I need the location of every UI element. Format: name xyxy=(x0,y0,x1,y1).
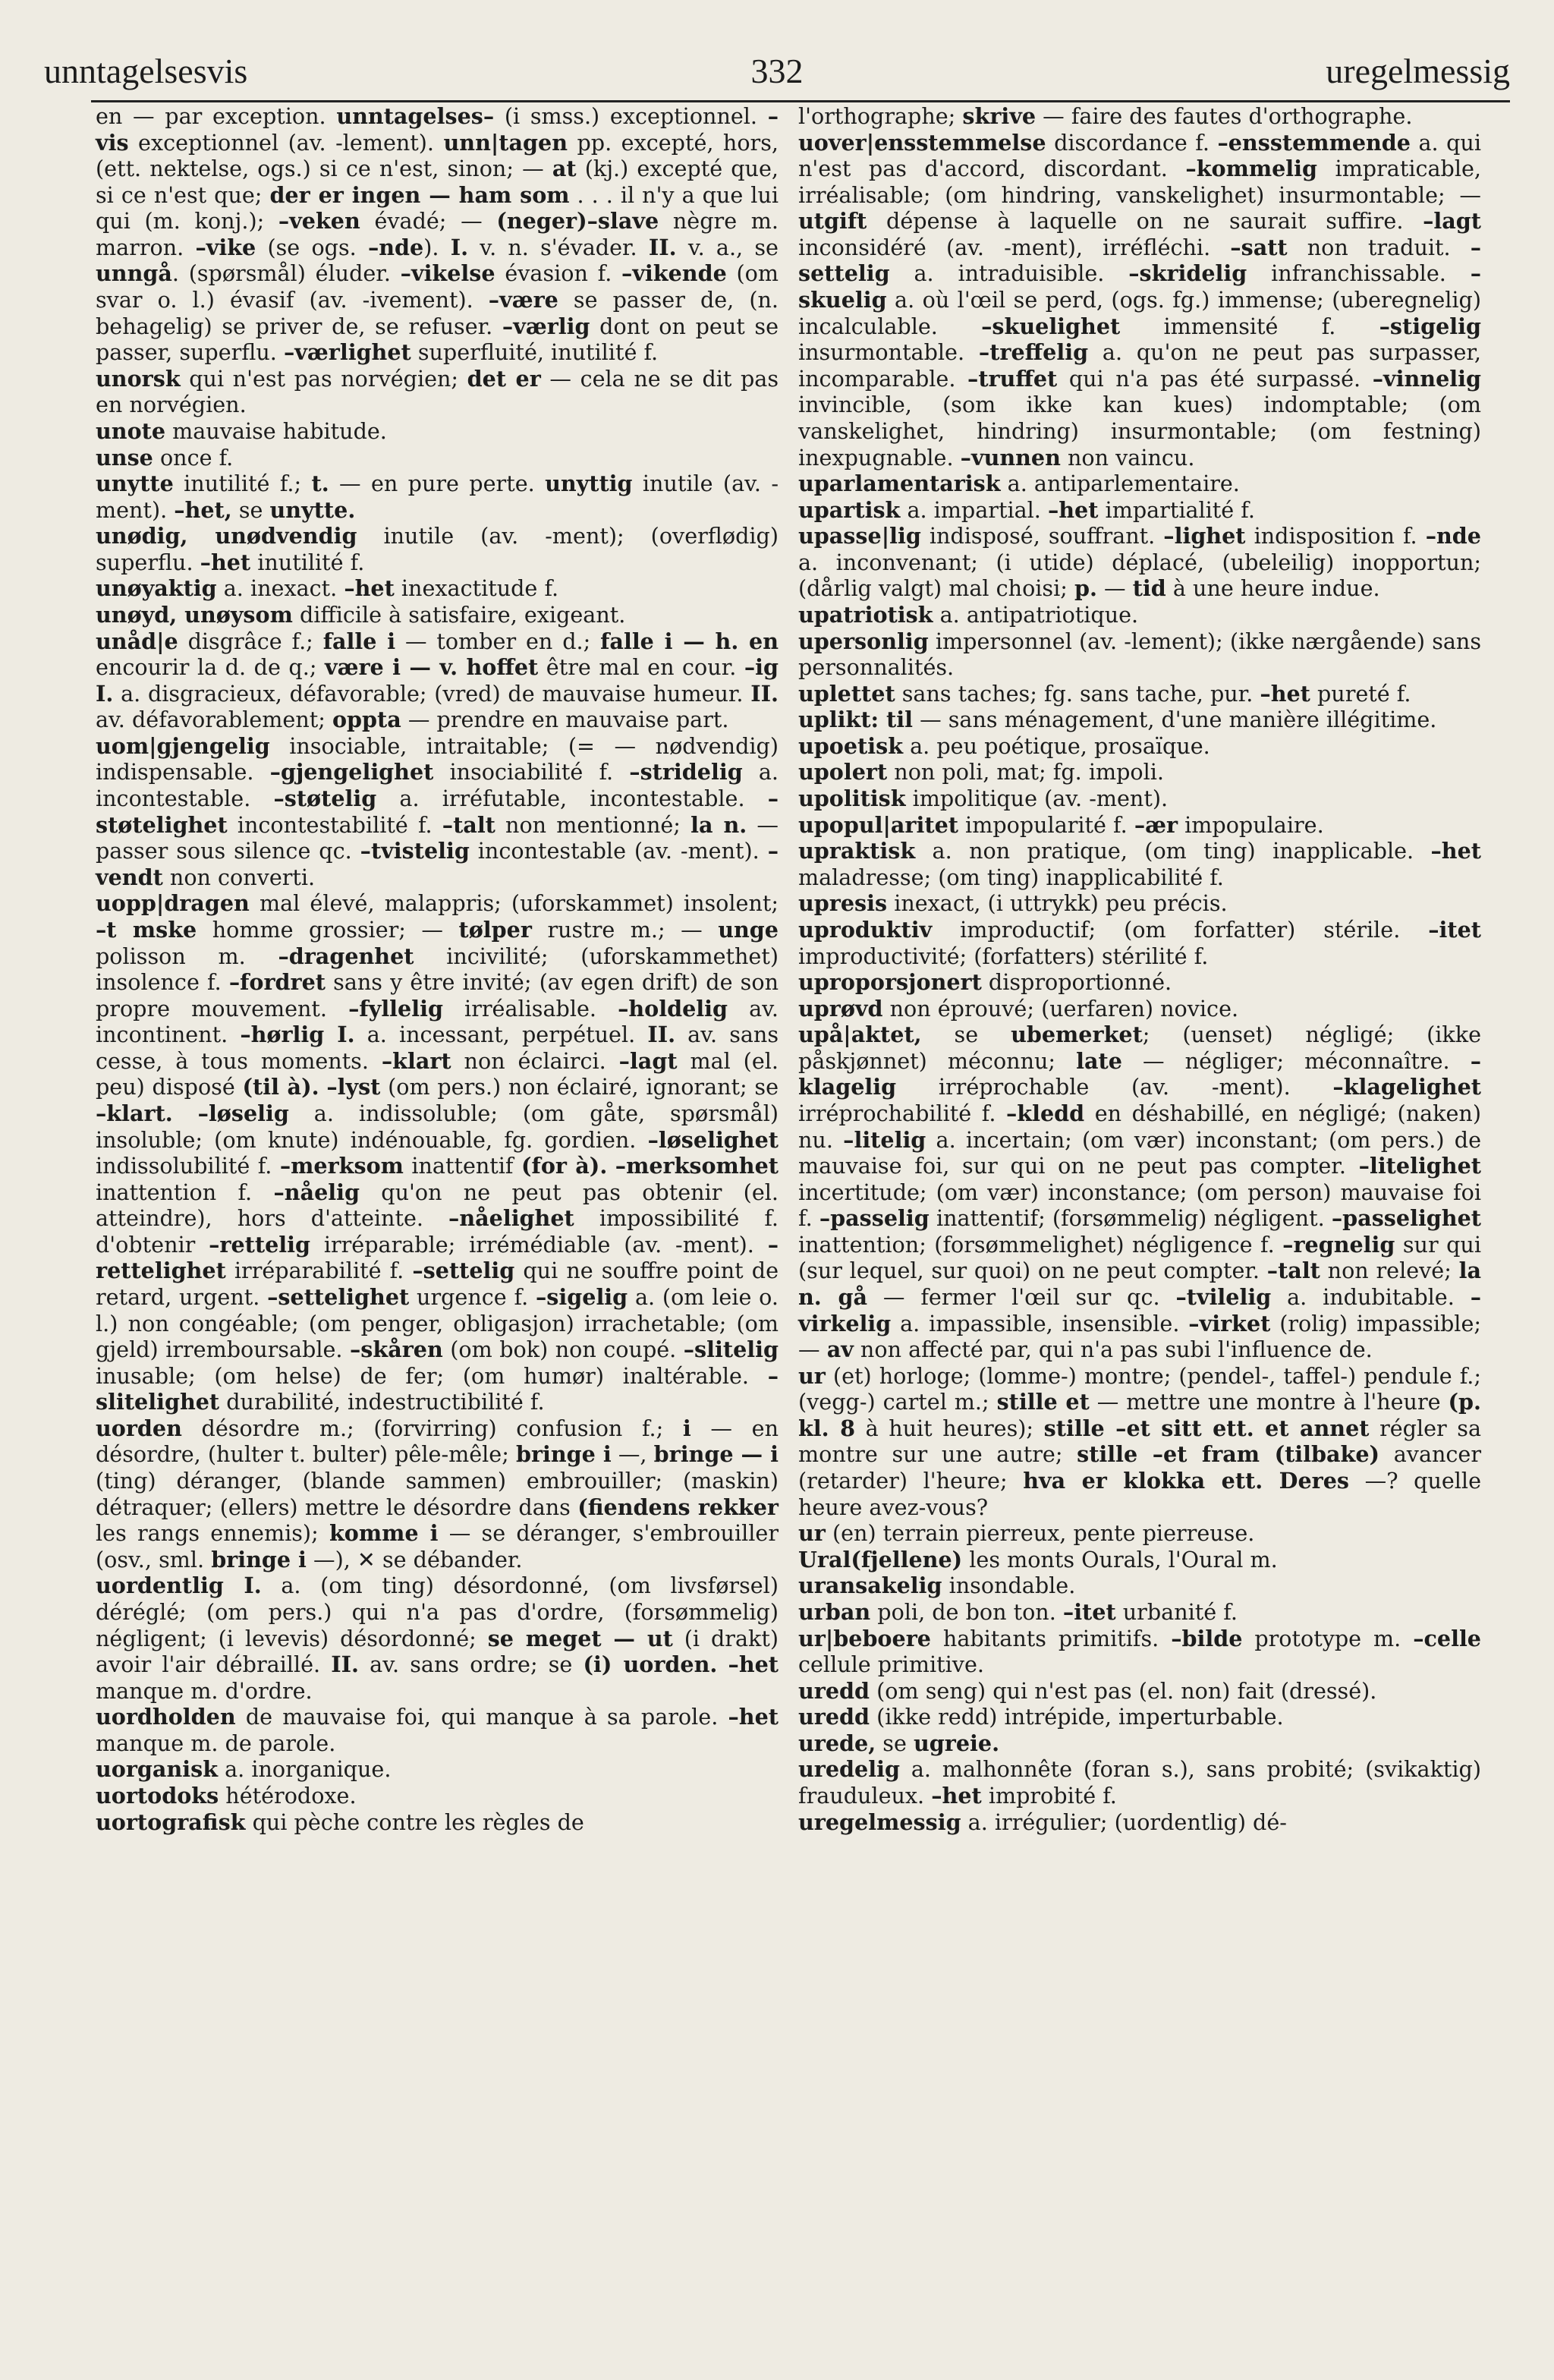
page-header xyxy=(44,47,1510,96)
page-number: 332 xyxy=(750,52,804,90)
dictionary-entry: unote mauvaise habitude. xyxy=(96,417,387,444)
dictionary-entry: upasse|lig indisposé, souffrant. –lighet indisposition f. –nde a. inconvenant; (i utide) déplacé, (ubeleilig) inopportun; (dårlig valgt) mal choisi; p. — tid à une heure indue. xyxy=(798,523,1481,602)
dictionary-entry: uorden désordre m.; (forvirring) confusion f.; i — en désordre, (hulter t. bulter) pêle-mêle; bringe i —, bringe — i (ting) déranger, (blande sammen) embrouiller; (maskin) détraquer; (ellers) mettre le désordre dans (fiendens rekker les rangs ennemis); komme i — se déranger, s'embrouiller (osv., sml. bringe i —), ✕ se débander. xyxy=(96,1415,779,1572)
dictionary-entry: unytte inutilité f.; t. — en pure perte. unyttig inutile (av. -ment). –het, se unytte. xyxy=(96,471,779,523)
dictionary-entry: upolitisk impolitique (av. -ment). xyxy=(798,785,1169,812)
dictionary-entry: uprøvd non éprouvé; (uerfaren) novice. xyxy=(798,995,1239,1022)
right-column xyxy=(798,103,1481,1835)
dictionary-entry: unorsk qui n'est pas norvégien; det er — cela ne se dit pas en norvégien. xyxy=(96,365,779,418)
dictionary-entry: uredd (om seng) qui n'est pas (el. non) fait (dressé). xyxy=(798,1677,1377,1704)
dictionary-entry: upersonlig impersonnel (av. -lement); (ikke nærgående) sans personnalités. xyxy=(798,628,1481,681)
dictionary-entry: unøyd, unøysom difficile à satisfaire, exigeant. xyxy=(96,601,626,628)
dictionary-entry: unødig, unødvendig inutile (av. -ment); (overflødig) superflu. –het inutilité f. xyxy=(96,523,779,575)
dictionary-entry: Ural(fjellene) les monts Ourals, l'Oural m. xyxy=(798,1546,1278,1572)
dictionary-entry: uparlamentarisk a. antiparlementaire. xyxy=(798,471,1240,497)
dictionary-entry: uordentlig I. a. (om ting) désordonné, (om livsførsel) déréglé; (om pers.) qui n'a pas d'ordre, (forsømmelig) négligent; (i levevis) désordonné; se meget — ut (i drakt) avoir l'air débraillé. II. av. sans ordre; se (i) uorden. –het manque m. d'ordre. xyxy=(96,1572,779,1704)
left-column xyxy=(96,103,779,1835)
header-rule xyxy=(91,100,1510,102)
dictionary-entry: upopul|aritet impopularité f. –ær impopulaire. xyxy=(798,811,1324,838)
dictionary-entry: upatriotisk a. antipatriotique. xyxy=(798,601,1139,628)
dictionary-entry: unse once f. xyxy=(96,444,234,471)
dictionary-entry: upå|aktet, se ubemerket; (uenset) négligé; (ikke påskjønnet) méconnu; late — négliger; méconnaître. –klagelig irréprochable (av. -ment). –klagelighet irréprochabilité f. –kledd en déshabillé, en négligé; (naken) nu. –litelig a. incertain; (om vær) inconstant; (om pers.) de mauvaise foi, sur qui on ne peut pas compter. –litelighet incertitude; (om vær) inconstance; (om person) mauvaise foi f. –passelig inattentif; (forsømmelig) négligent. –passelighet inattention; (forsømmelighet) négligence f. –regnelig sur qui (sur lequel, sur quoi) on ne peut compter. –talt non relevé; la n. gå — fermer l'œil sur qc. –tvilelig a. indubitable. –virkelig a. impassible, insensible. –virket (rolig) impassible; — av non affecté par, qui n'a pas subi l'influence de. xyxy=(798,1022,1482,1363)
dictionary-entry: en — par exception. unntagelses– (i smss.) exceptionnel. –vis exceptionnel (av. -lement). unn|tagen pp. excepté, hors, (ett. nektelse, ogs.) si ce n'est, sinon; — at (kj.) excepté que, si ce n'est que; der er ingen — ham som . . . il n'y a que lui qui (m. konj.); –veken évadé; — (neger)–slave nègre m. marron. –vike (se ogs. –nde). I. v. n. s'évader. II. v. a., se unngå. (spørsmål) éluder. –vikelse évasion f. –vikende (om svar o. l.) évasif (av. -ivement). –være se passer de, (n. behagelig) se priver de, se refuser. –værlig dont on peut se passer, superflu. –værlighet superfluité, inutilité f. xyxy=(96,103,779,366)
dictionary-entry: upolert non poli, mat; fg. impoli. xyxy=(798,759,1164,785)
dictionary-entry: ur|beboere habitants primitifs. –bilde prototype m. –celle cellule primitive. xyxy=(798,1625,1482,1678)
dictionary-entry: uom|gjengelig insociable, intraitable; (= — nødvendig) indispensable. –gjengelighet insociabilité f. –stridelig a. incontestable. –støtelig a. irréfutable, incontestable. –støtelighet incontestabilité f. –talt non mentionné; la n. — passer sous silence qc. –tvistelig incontestable (av. -ment). –vendt non converti. xyxy=(96,732,779,890)
dictionary-entry: uortodoks hétérodoxe. xyxy=(96,1783,357,1809)
guide-word-left: unntagelsesvis xyxy=(44,52,248,90)
dictionary-entry: upraktisk a. non pratique, (om ting) inapplicable. –het maladresse; (om ting) inapplicabilité f. xyxy=(798,838,1481,890)
dictionary-entry: uredelig a. malhonnête (foran s.), sans probité; (svikaktig) frauduleux. –het improbité f. xyxy=(798,1756,1481,1809)
dictionary-entry: uorganisk a. inorganique. xyxy=(96,1756,392,1783)
dictionary-entry: uregelmessig a. irrégulier; (uordentlig) dé- xyxy=(798,1809,1287,1835)
dictionary-entry: uproporsjonert disproportionné. xyxy=(798,969,1172,996)
dictionary-entry: uplikt: til — sans ménagement, d'une manière illégitime. xyxy=(798,707,1437,733)
dictionary-entry: unøyaktig a. inexact. –het inexactitude f. xyxy=(96,575,559,602)
dictionary-entry: upartisk a. impartial. –het impartialité f. xyxy=(798,496,1255,523)
dictionary-entry: ur (et) horloge; (lomme-) montre; (pendel-, taffel-) pendule f.; (vegg-) cartel m.; stille et — mettre une montre à l'heure (p. kl. 8 à huit heures); stille –et sitt ett. et annet régler sa montre sur une autre; stille –et fram (tilbake) avancer (retarder) l'heure; hva er klokka ett. Deres —? quelle heure avez-vous? xyxy=(798,1362,1482,1520)
dictionary-entry: l'orthographe; skrive — faire des fautes d'orthographe. xyxy=(798,103,1413,129)
dictionary-entry: ur (en) terrain pierreux, pente pierreuse. xyxy=(798,1520,1255,1547)
dictionary-entry: uortografisk qui pèche contre les règles de xyxy=(96,1809,584,1835)
dictionary-entry: upresis inexact, (i uttrykk) peu précis. xyxy=(798,890,1228,917)
dictionary-entry: uplettet sans taches; fg. sans tache, pur. –het pureté f. xyxy=(798,680,1411,707)
guide-word-right: uregelmessig xyxy=(1326,52,1510,90)
dictionary-entry: upoetisk a. peu poétique, prosaïque. xyxy=(798,732,1210,759)
dictionary-entry: urban poli, de bon ton. –itet urbanité f. xyxy=(798,1598,1238,1625)
dictionary-entry: unåd|e disgrâce f.; falle i — tomber en d.; falle i — h. en encourir la d. de q.; være i — v. hoffet être mal en cour. –ig I. a. disgracieux, défavorable; (vred) de mauvaise humeur. II. av. défavorablement; oppta — prendre en mauvaise part. xyxy=(96,628,779,733)
dictionary-entry: uover|ensstemmelse discordance f. –ensstemmende a. qui n'est pas d'accord, discordant. –kommelig impraticable, irréalisable; (om hindring, vanskelighet) insurmontable; — utgift dépense à laquelle on ne saurait suffire. –lagt inconsidéré (av. -ment), irréfléchi. –satt non traduit. –settelig a. intraduisible. –skridelig infranchissable. –skuelig a. où l'œil se perd, (ogs. fg.) immense; (uberegnelig) incalculable. –skuelighet immensité f. –stigelig insurmontable. –treffelig a. qu'on ne peut pas surpasser, incomparable. –truffet qui n'a pas été surpassé. –vinnelig invincible, (som ikke kan kues) indomptable; (om vanskelighet, hindring) insurmontable; (om festning) inexpugnable. –vunnen non vaincu. xyxy=(798,129,1482,471)
dictionary-entry: urede, se ugreie. xyxy=(798,1730,1000,1756)
dictionary-entry: uredd (ikke redd) intrépide, imperturbable. xyxy=(798,1704,1284,1730)
dictionary-entry: uproduktiv improductif; (om forfatter) stérile. –itet improductivité; (forfatters) stérilité f. xyxy=(798,916,1481,969)
dictionary-entry: uordholden de mauvaise foi, qui manque à sa parole. –het manque m. de parole. xyxy=(96,1704,779,1756)
dictionary-entry: uopp|dragen mal élevé, malappris; (uforskammet) insolent; –t mske homme grossier; — tølper rustre m.; — unge polisson m. –dragenhet incivilité; (uforskammethet) insolence f. –fordret sans y être invité; (av egen drift) de son propre mouvement. –fyllelig irréalisable. –holdelig av. incontinent. –hørlig I. a. incessant, perpétuel. II. av. sans cesse, à tous moments. –klart non éclairci. –lagt mal (el. peu) disposé (til à). –lyst (om pers.) non éclairé, ignorant; se –klart. –løselig a. indissoluble; (om gåte, spørsmål) insoluble; (om knute) indénouable, fg. gordien. –løselighet indissolubilité f. –merksom inattentif (for à). –merksomhet inattention f. –nåelig qu'on ne peut pas obtenir (el. atteindre), hors d'atteinte. –nåelighet impossibilité f. d'obtenir –rettelig irréparable; irrémédiable (av. -ment). –rettelighet irréparabilité f. –settelig qui ne souffre point de retard, urgent. –settelighet urgence f. –sigelig a. (om leie o. l.) non congéable; (om penger, obligasjon) irrachetable; (om gjeld) irremboursable. –skåren (om bok) non coupé. –slitelig inusable; (om helse) de fer; (om humør) inaltérable. –slitelighet durabilité, indestructibilité f. xyxy=(96,890,779,1415)
dictionary-entry: uransakelig insondable. xyxy=(798,1572,1076,1599)
